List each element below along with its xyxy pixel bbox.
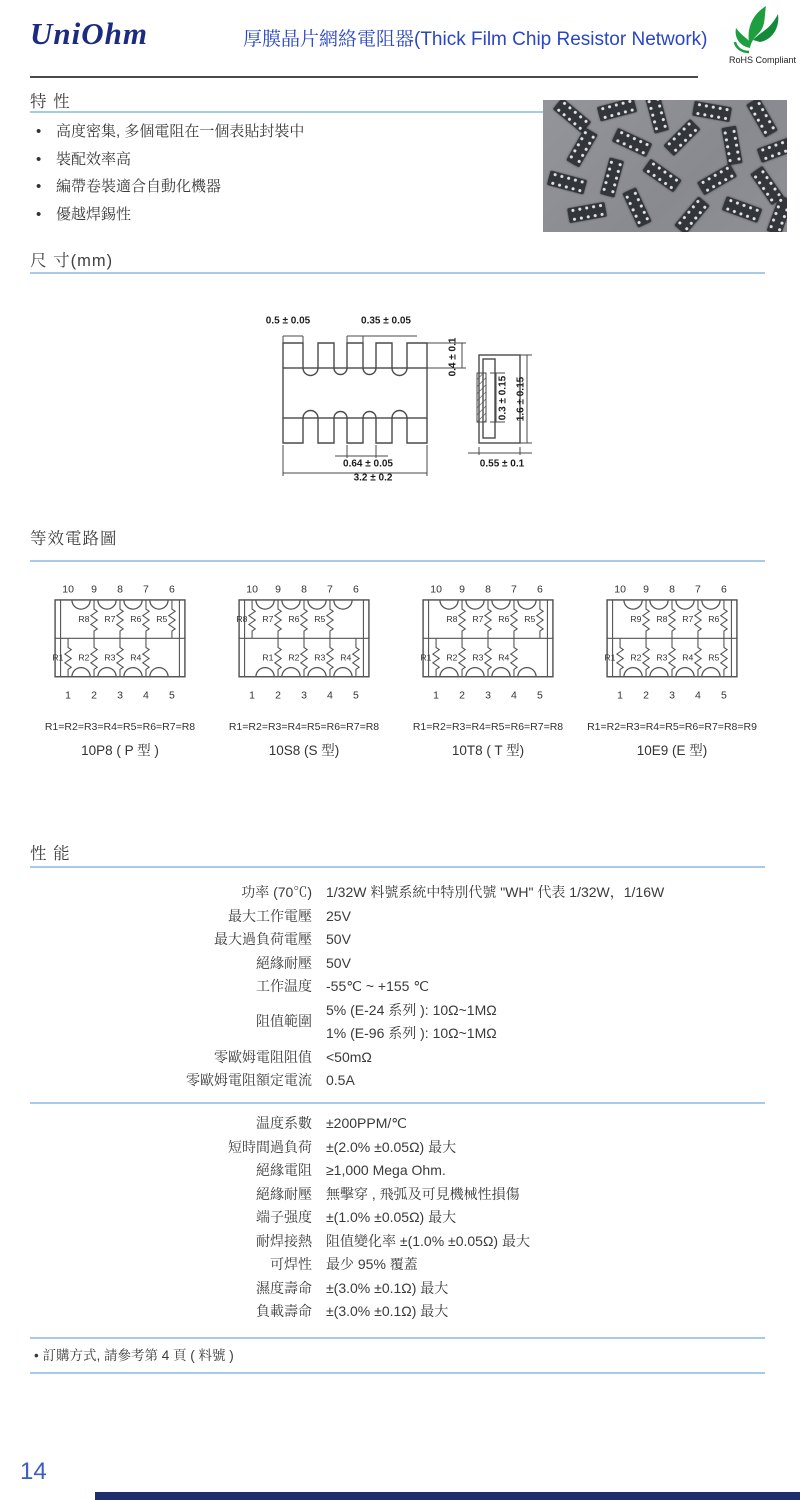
spec-value [312,1136,770,1160]
resistor-chip [674,196,710,232]
performance-table-1 [30,881,770,1093]
resistor-chip [612,128,653,158]
svg-text:7: 7 [695,583,701,596]
resistor-chip [663,119,700,156]
svg-text:6: 6 [537,583,543,596]
circuit-diagram [408,578,568,706]
section-underline-performance [30,866,765,868]
spec-label: 零歐姆電阻額定電流 [186,1072,312,1088]
dim-side-inner: 0.3 ± 0.15 [497,375,509,421]
spec-label: 耐焊接熱 [256,1232,312,1249]
dim-side-width: 0.55 ± 0.1 [479,458,525,470]
dim-side-height: 1.6 ± 0.15 [515,376,527,422]
svg-text:1: 1 [65,689,71,702]
svg-text:10: 10 [430,583,442,596]
feature-text: 編帶卷裝適合自動化機器 [56,178,222,195]
order-note-text: 訂購方式, 請參考第 4 頁 ( 料號 ) [42,1348,234,1363]
svg-text:R4: R4 [498,652,510,663]
svg-text:R1: R1 [604,652,616,663]
spec-label: 可焊性 [270,1256,312,1272]
circuit-block [398,578,578,759]
section-title-dimensions: 尺 寸(mm) [30,252,114,270]
spec-value [312,1159,770,1183]
svg-text:R5: R5 [524,613,536,624]
spec-label: 最大過負荷電壓 [214,931,312,947]
svg-text:1: 1 [249,689,255,702]
resistor-chip [692,101,732,122]
order-note-bullet: • [34,1348,39,1363]
spec-value-line: -55℃ ~ +155 ℃ [326,978,430,994]
svg-text:R6: R6 [708,613,720,624]
svg-text:R3: R3 [656,652,668,663]
svg-text:R2: R2 [446,652,458,663]
spec-value [312,1277,770,1301]
spec-value-line: 50V [326,931,351,947]
svg-text:R5: R5 [708,652,720,663]
spec-value-line: 1/32W 料號系統中特別代號 "WH" 代表 1/32W，1/16W [326,884,665,900]
section-title-circuit: 等效電路圖 [30,530,118,548]
svg-text:3: 3 [117,689,123,702]
svg-text:R8: R8 [446,613,458,624]
spec-value-line: ≥1,000 Mega Ohm. [326,1162,446,1178]
svg-text:R1: R1 [420,652,432,663]
section-title-performance: 性 能 [30,845,71,863]
page-number: 14 [20,1458,47,1485]
bullet-icon: • [36,205,42,223]
spec-label: 濕度壽命 [256,1279,312,1296]
bullet-icon: • [36,123,42,140]
svg-text:R6: R6 [130,613,142,624]
svg-text:7: 7 [511,583,517,596]
spec-label: 絕緣耐壓 [256,1185,312,1202]
spec-value-line: 無擊穿 , 飛弧及可見機械性損傷 [326,1185,520,1202]
performance-divider [30,1102,765,1104]
resistor-chip [642,158,682,192]
svg-text:4: 4 [327,689,333,702]
svg-text:R7: R7 [262,613,274,624]
svg-text:8: 8 [301,583,307,596]
circuit-diagram [224,578,384,706]
circuit-name: 10S8 (S 型) [268,743,340,758]
svg-text:R1: R1 [262,652,274,663]
svg-text:R9: R9 [630,613,642,624]
svg-text:6: 6 [721,583,727,596]
svg-text:R6: R6 [498,613,510,624]
dim-total-width: 3.2 ± 0.2 [353,472,393,484]
resistor-chip [567,202,607,223]
resistor-chip [721,125,742,165]
spec-value-line: 50V [326,954,351,971]
section-underline-dimensions [30,272,765,274]
order-note [34,1344,234,1364]
spec-value [312,881,770,905]
spec-value-line: ±(1.0% ±0.05Ω) 最大 [326,1209,457,1225]
resistor-chip [566,127,598,167]
section-title-features: 特 性 [30,93,71,111]
svg-text:2: 2 [643,689,649,702]
feature-item [36,118,516,146]
spec-value-line: 最少 95% 覆蓋 [326,1256,418,1272]
spec-value [312,1112,770,1136]
svg-text:R7: R7 [104,613,116,624]
svg-text:R6: R6 [288,613,300,624]
dim-pitch: 0.64 ± 0.05 [343,458,393,470]
spec-label: 温度系數 [256,1115,312,1131]
svg-text:5: 5 [537,689,543,702]
rohs-badge [706,2,798,65]
circuit-diagram [592,578,752,706]
circuit-equation: R1=R2=R3=R4=R5=R6=R7=R8 [412,721,564,733]
svg-text:R3: R3 [472,652,484,663]
spec-value [312,905,770,929]
circuit-name: 10P8 ( P 型 ) [81,743,159,758]
resistor-chip [746,100,778,138]
uniohm-logo: UniOhm [30,16,148,51]
resistor-chip [697,164,737,196]
spec-value [312,1206,770,1230]
spec-value-line: <50mΩ [326,1048,372,1065]
svg-text:R5: R5 [156,613,168,624]
svg-text:5: 5 [721,689,727,702]
spec-value-line: ±200PPM/℃ [326,1115,407,1131]
svg-text:R2: R2 [288,652,300,663]
spec-label: 端子强度 [256,1209,312,1225]
svg-text:8: 8 [669,583,675,596]
spec-value [312,952,770,976]
spec-value [312,1230,770,1254]
svg-text:R7: R7 [472,613,484,624]
dim-pad-outer: 0.5 ± 0.05 [265,315,311,327]
spec-value [312,1046,770,1070]
svg-text:1: 1 [433,689,439,702]
svg-text:2: 2 [275,689,281,702]
spec-label: 工作温度 [256,978,312,994]
svg-text:R3: R3 [314,652,326,663]
resistor-chip [722,196,763,223]
spec-label: 絕緣電阻 [256,1162,312,1178]
bottom-bar [95,1492,800,1500]
svg-text:3: 3 [485,689,491,702]
spec-value-line: 25V [326,907,351,924]
resistor-chip [547,170,588,194]
svg-text:3: 3 [301,689,307,702]
resistor-chip [757,136,787,163]
svg-text:R4: R4 [130,652,142,663]
svg-text:4: 4 [695,689,701,702]
section-underline-circuit [30,560,765,562]
feature-item [36,146,516,174]
spec-value [312,999,770,1046]
footer-line-bottom [30,1372,765,1374]
svg-text:R2: R2 [78,652,90,663]
spec-value-line: 5% (E-24 系列 ): 10Ω~1MΩ [326,1001,497,1018]
svg-text:10: 10 [614,583,626,596]
product-photo [543,100,787,232]
spec-value-line: 0.5A [326,1072,355,1088]
circuit-equation: R1=R2=R3=R4=R5=R6=R7=R8 [228,721,380,733]
svg-text:4: 4 [511,689,517,702]
svg-text:9: 9 [643,583,649,596]
feature-text: 優越焊錫性 [56,205,132,223]
circuit-name: 10E9 (E 型) [636,743,708,758]
dimension-drawing [240,305,560,505]
spec-value [312,1300,770,1324]
feature-item [36,201,516,229]
feature-text: 裝配效率高 [56,150,132,168]
svg-text:3: 3 [669,689,675,702]
svg-text:R3: R3 [104,652,116,663]
spec-label: 負載壽命 [256,1303,312,1319]
spec-value [312,975,770,999]
svg-text:8: 8 [117,583,123,596]
header-divider [30,76,698,78]
resistor-chip [600,157,624,198]
svg-text:9: 9 [275,583,281,596]
circuit-name: 10T8 ( T 型) [451,743,525,758]
spec-label: 短時間過負荷 [228,1138,312,1155]
spec-value [312,1069,770,1093]
page-title: 厚膜晶片網絡電阻器(Thick Film Chip Resistor Network) [243,29,708,50]
spec-value [312,928,770,952]
rohs-label: RoHS Compliant [728,55,796,65]
spec-label: 零歐姆電阻阻值 [214,1048,312,1065]
bullet-icon: • [36,150,42,168]
circuit-block [582,578,762,759]
circuit-block [214,578,394,759]
svg-text:R7: R7 [682,613,694,624]
svg-text:9: 9 [91,583,97,596]
svg-text:9: 9 [459,583,465,596]
svg-text:5: 5 [169,689,175,702]
svg-text:R4: R4 [682,652,694,663]
svg-text:R8: R8 [78,613,90,624]
svg-text:R8: R8 [656,613,668,624]
svg-text:1: 1 [617,689,623,702]
spec-label: 最大工作電壓 [228,907,312,924]
svg-text:4: 4 [143,689,149,702]
circuit-block [30,578,210,759]
spec-value-line: 阻值變化率 ±(1.0% ±0.05Ω) 最大 [326,1232,530,1249]
spec-value-line: ±(3.0% ±0.1Ω) 最大 [326,1279,449,1296]
svg-text:6: 6 [353,583,359,596]
circuit-equation: R1=R2=R3=R4=R5=R6=R7=R8=R9 [587,721,757,733]
svg-text:R4: R4 [340,652,352,663]
svg-text:7: 7 [327,583,333,596]
svg-text:7: 7 [143,583,149,596]
resistor-chip [597,100,638,122]
feature-list [36,118,516,228]
svg-text:R2: R2 [630,652,642,663]
spec-label: 功率 (70℃) [241,884,312,900]
svg-text:8: 8 [485,583,491,596]
svg-text:2: 2 [459,689,465,702]
footer-line-top [30,1337,765,1339]
dim-pad-inner: 0.35 ± 0.05 [361,315,411,327]
svg-text:R8: R8 [236,613,248,624]
svg-text:5: 5 [353,689,359,702]
spec-value [312,1253,770,1277]
dim-pad-height: 0.4 ± 0.1 [447,337,459,377]
svg-text:R1: R1 [52,652,64,663]
circuit-diagram [40,578,200,706]
spec-value-line: ±(3.0% ±0.1Ω) 最大 [326,1303,449,1319]
svg-text:2: 2 [91,689,97,702]
feature-item [36,173,516,201]
resistor-chip [622,187,652,228]
spec-label: 絕緣耐壓 [256,954,312,971]
feature-text: 高度密集, 多個電阻在一個表貼封裝中 [56,123,305,140]
spec-label: 阻值範圍 [256,1013,312,1030]
svg-text:10: 10 [62,583,74,596]
circuit-equation: R1=R2=R3=R4=R5=R6=R7=R8 [44,721,196,733]
resistor-chip [645,100,669,134]
performance-table-2 [30,1112,770,1324]
spec-value-line: ±(2.0% ±0.05Ω) 最大 [326,1138,457,1155]
svg-text:10: 10 [246,583,258,596]
svg-text:R5: R5 [314,613,326,624]
svg-text:6: 6 [169,583,175,596]
spec-value [312,1183,770,1207]
bullet-icon: • [36,178,42,195]
spec-value-line: 1% (E-96 系列 ): 10Ω~1MΩ [326,1025,497,1041]
